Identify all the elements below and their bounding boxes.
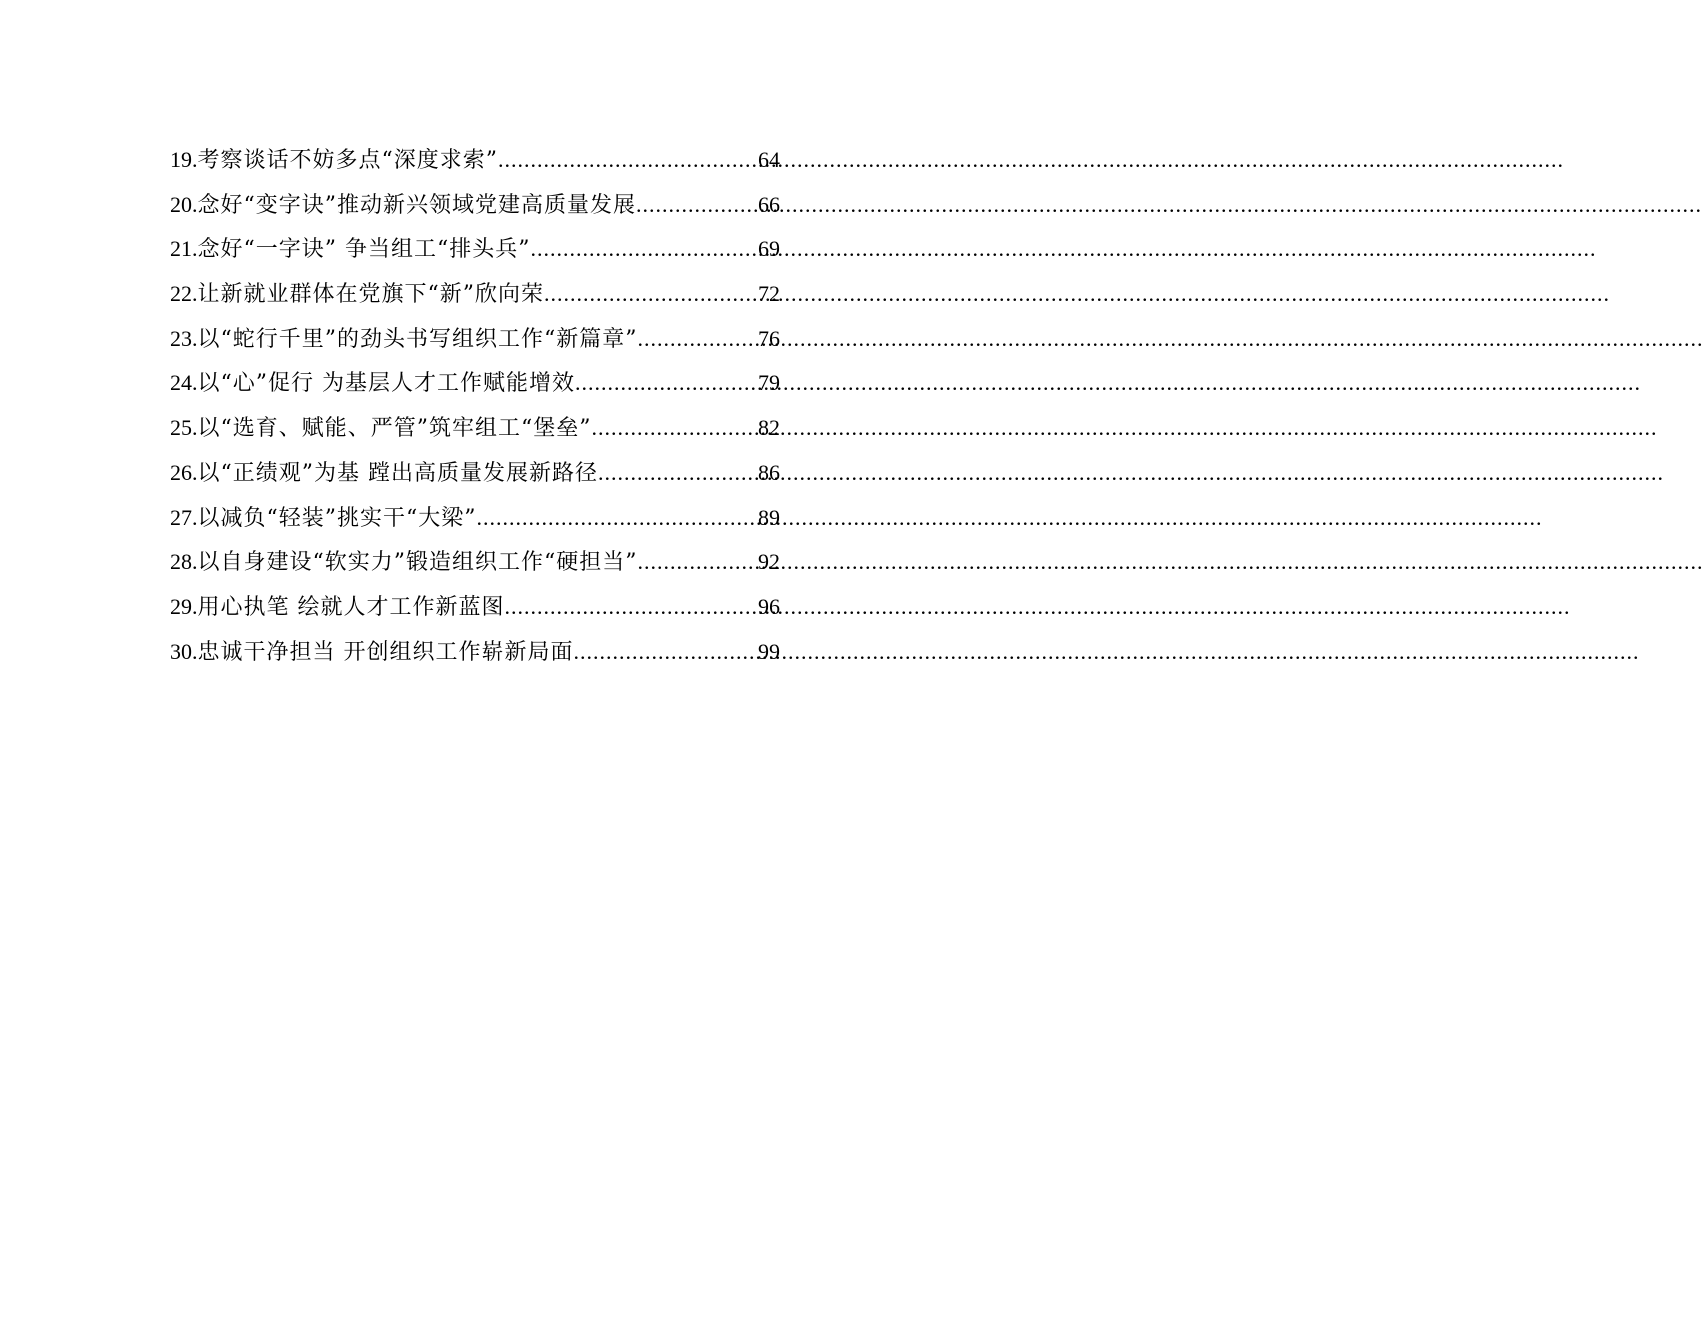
toc-page-number: 69 [758,236,780,262]
toc-entry-title [170,227,530,273]
toc-entry-title [170,585,505,631]
toc-entry[interactable] [170,272,780,317]
toc-page-number: 64 [758,147,780,172]
toc-entry-number: 28. [170,549,198,575]
toc-entry-number: 27. [170,504,198,530]
toc-page-number: 92 [758,549,780,575]
toc-entry-title [170,451,598,497]
toc-entry-title [170,272,544,318]
toc-entry-title [170,540,638,586]
toc-entry-text: 以减负“轻装”挑实干“大梁” [197,505,477,531]
toc-entry-title [170,317,638,363]
toc-entry-text: 以“选育、赋能、严管”筑牢组工“堡垒” [197,416,592,442]
toc-page-number: 82 [758,415,780,441]
toc-dot-leader [530,227,758,272]
toc-entry[interactable] [170,317,780,362]
toc-entry-number: 29. [170,593,198,619]
toc-entry-number: 30. [170,638,198,664]
toc-entry-number: 26. [170,459,198,485]
toc-entry[interactable] [170,183,780,228]
toc-entry-number: 24. [170,370,198,396]
toc-dot-leader [636,183,758,228]
toc-dot-leader [638,317,759,362]
toc-entry-title [170,138,498,184]
toc-entry-title [170,406,592,452]
toc-entry-number: 22. [170,281,198,307]
toc-entry[interactable] [170,585,780,630]
toc-entry-text: 用心执笔 绘就人才工作新蓝图 [197,594,505,620]
toc-entry-text: 念好“一字诀” 争当组工“排头兵” [197,237,531,263]
toc-entry-title [170,361,575,407]
toc-page-number: 66 [758,191,780,217]
toc-entry-text: 以“心”促行 为基层人才工作赋能增效 [197,371,575,397]
toc-page-number: 89 [758,504,780,530]
toc-entry[interactable] [170,451,780,496]
toc-dot-leader [498,138,758,183]
toc-entry[interactable] [170,630,780,675]
toc-entry-number: 25. [170,415,198,441]
toc-entry-text: 考察谈话不妨多点“深度求索” [197,148,498,173]
toc-dot-leader [575,361,758,406]
toc-dot-leader [638,540,759,585]
toc-page-number: 72 [758,281,780,307]
toc-entry[interactable] [170,227,780,272]
toc-dot-leader [505,585,759,630]
toc-entry[interactable] [170,540,780,585]
toc-dot-leader [574,630,759,675]
toc-entry[interactable] [170,496,780,541]
toc-dot-leader [598,451,758,496]
toc-entry-text: 让新就业群体在党旗下“新”欣向荣 [197,282,544,308]
toc-page-number: 99 [758,638,780,664]
toc-page-number: 96 [758,593,780,619]
toc-dot-leader [592,406,759,451]
toc-entry-text: 以“正绩观”为基 蹚出高质量发展新路径 [197,460,598,486]
toc-page-number: 79 [758,370,780,396]
toc-entry-title [170,630,574,676]
toc-entry-title [170,496,477,542]
toc-entry-title [170,183,636,229]
toc-entry[interactable] [170,138,780,183]
toc-entry-number: 21. [170,236,198,262]
toc-entry-number: 19. [170,147,198,172]
toc-entry[interactable] [170,361,780,406]
toc-dot-leader [544,272,758,317]
toc-entry-number: 20. [170,191,198,217]
toc-dot-leader [477,496,759,541]
toc-page-number: 76 [758,325,780,351]
toc-entry-number: 23. [170,325,198,351]
toc-entry-text: 以“蛇行千里”的劲头书写组织工作“新篇章” [197,326,638,352]
toc-entry-text: 念好“变字诀”推动新兴领域党建高质量发展 [197,192,636,218]
toc-entry-text: 以自身建设“软实力”锻造组织工作“硬担当” [197,550,638,576]
toc-entry-text: 忠诚干净担当 开创组织工作崭新局面 [197,639,574,665]
table-of-contents [170,138,780,674]
toc-entry[interactable] [170,406,780,451]
toc-page-number: 86 [758,459,780,485]
